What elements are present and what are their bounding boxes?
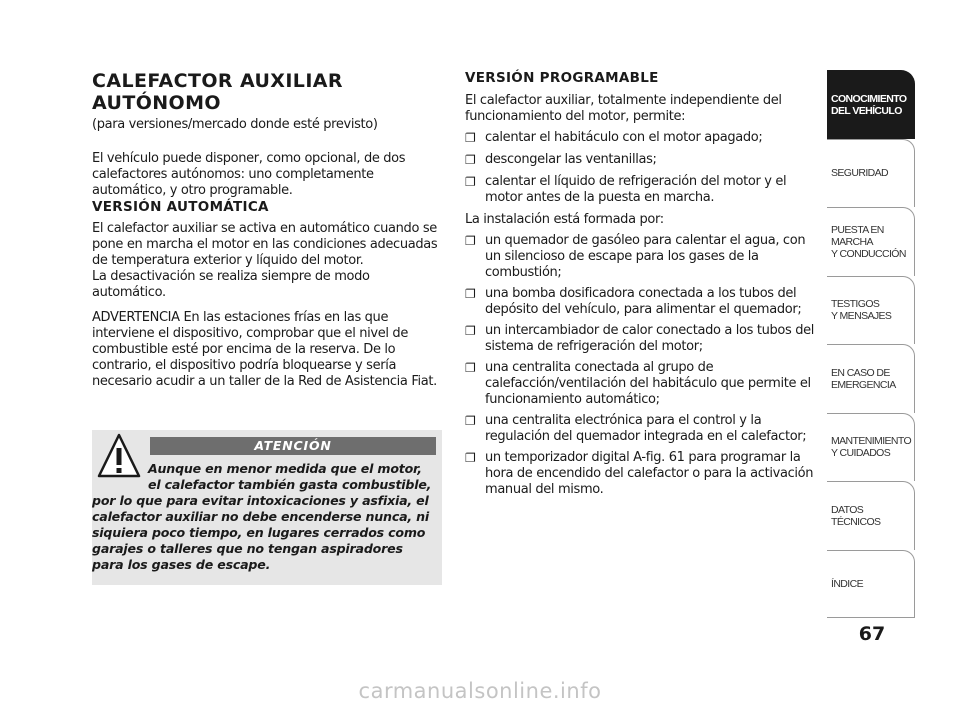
tab-puesta-en-marcha[interactable] (827, 207, 915, 276)
tab-en-caso-de-emergencia[interactable] (827, 344, 915, 413)
warning-box (92, 430, 442, 585)
list-item-text: una centralita electrónica para el control y la regulación del quemador integrada en el calefactor; (485, 413, 807, 444)
tab-label: TESTIGOS Y MENSAJES (831, 298, 892, 323)
tab-seguridad[interactable] (827, 139, 915, 208)
checkbox-bullet-icon: ❐ (465, 131, 476, 145)
list-item (465, 233, 815, 281)
list-item-text: una centralita conectada al grupo de calefacción/ventilación del habitáculo que permite el funcionamiento automático; (485, 360, 811, 407)
programmable-intro: El calefactor auxiliar, totalmente independiente del funcionamiento del motor, permite: (465, 93, 782, 124)
permits-list (465, 130, 815, 206)
warning-text (92, 461, 438, 573)
checkbox-bullet-icon: ❐ (465, 175, 476, 189)
tab-mantenimiento[interactable] (827, 413, 915, 482)
list-item (465, 323, 815, 355)
list-item (465, 360, 815, 408)
chapter-tabs (827, 70, 915, 618)
title-line-1: CALEFACTOR AUXILIAR (92, 70, 343, 92)
tab-indice[interactable] (827, 550, 915, 619)
list-item-text: calentar el líquido de refrigeración del motor y el motor antes de la puesta en marcha. (485, 174, 787, 205)
checkbox-bullet-icon: ❐ (465, 287, 476, 301)
list-item (465, 130, 815, 146)
list-item-text: un intercambiador de calor conectado a los tubos del sistema de refrigeración del motor; (485, 323, 815, 354)
right-column (465, 70, 815, 503)
tab-label: PUESTA EN MARCHA Y CONDUCCIÓN (831, 223, 906, 260)
left-column (92, 70, 442, 390)
list-item (465, 413, 815, 445)
tab-label: SEGURIDAD (831, 167, 889, 180)
auto-version-paragraph: El calefactor auxiliar se activa en automático cuando se pone en marcha el motor en las condiciones adecuadas de temperatura exterior y líquido del motor. (92, 221, 438, 268)
tab-conocimiento-del-vehiculo[interactable] (827, 70, 915, 139)
checkbox-bullet-icon: ❐ (465, 324, 476, 338)
page-number: 67 (858, 623, 886, 645)
deactivation-paragraph: La desactivación se realiza siempre de modo automático. (92, 269, 370, 300)
list-item (465, 174, 815, 206)
list-item-text: una bomba dosificadora conectada a los tubos del depósito del vehículo, para alimentar el quemador; (485, 286, 802, 317)
tab-label: MANTENIMIENTO Y CUIDADOS (831, 435, 912, 460)
tab-label: EN CASO DE EMERGENCIA (831, 366, 896, 391)
installation-intro: La instalación está formada por: (465, 212, 664, 227)
components-list (465, 233, 815, 498)
subtitle: (para versiones/mercado donde esté previsto) (92, 117, 378, 132)
warning-banner: ATENCIÓN (150, 437, 436, 455)
list-item-text: un quemador de gasóleo para calentar el agua, con un silencioso de escape para los gases de la combustión; (485, 233, 806, 280)
tab-datos-tecnicos[interactable] (827, 481, 915, 550)
checkbox-bullet-icon: ❐ (465, 414, 476, 428)
checkbox-bullet-icon: ❐ (465, 361, 476, 375)
list-item-text: calentar el habitáculo con el motor apagado; (485, 130, 763, 145)
watermark: carmanualsonline.info (358, 679, 602, 703)
tab-label: CONOCIMIENTO DEL VEHÍCULO (831, 92, 907, 117)
list-item (465, 152, 815, 168)
programmable-version-heading: VERSIÓN PROGRAMABLE (465, 70, 659, 86)
intro-paragraph: El vehículo puede disponer, como opcional, de dos calefactores autónomos: uno completamente automático, y otro programable. (92, 151, 406, 198)
tab-label: ÍNDICE (831, 577, 863, 590)
page-title (92, 70, 442, 114)
list-item-text: un temporizador digital A-fig. 61 para programar la hora de encendido del calefactor o para la activación manual del mismo. (485, 450, 814, 497)
advertencia-paragraph: ADVERTENCIA En las estaciones frías en las que interviene el dispositivo, comprobar que el nivel de combustible esté por encima de la reserva. De lo contrario, el dispositivo podría bloquearse y sería necesario acudir a un taller de la Red de Asistencia Fiat. (92, 310, 437, 389)
list-item (465, 450, 815, 498)
warning-text-first: Aunque en menor medida que el motor, el calefactor también gasta combustible, (148, 461, 432, 492)
checkbox-bullet-icon: ❐ (465, 153, 476, 167)
list-item-text: descongelar las ventanillas; (485, 152, 657, 167)
tab-testigos-y-mensajes[interactable] (827, 276, 915, 345)
auto-version-heading: VERSIÓN AUTOMÁTICA (92, 199, 269, 215)
checkbox-bullet-icon: ❐ (465, 234, 476, 248)
warning-text-rest: por lo que para evitar intoxicaciones y asfixia, el calefactor auxiliar no debe encenderse nunca, ni siquiera poco tiempo, en lugares cerrados como garajes o talleres que no tengan aspiradores para los gases de escape. (92, 493, 430, 572)
title-line-2: AUTÓNOMO (92, 92, 221, 114)
list-item (465, 286, 815, 318)
checkbox-bullet-icon: ❐ (465, 451, 476, 465)
tab-label: DATOS TÉCNICOS (831, 503, 881, 528)
